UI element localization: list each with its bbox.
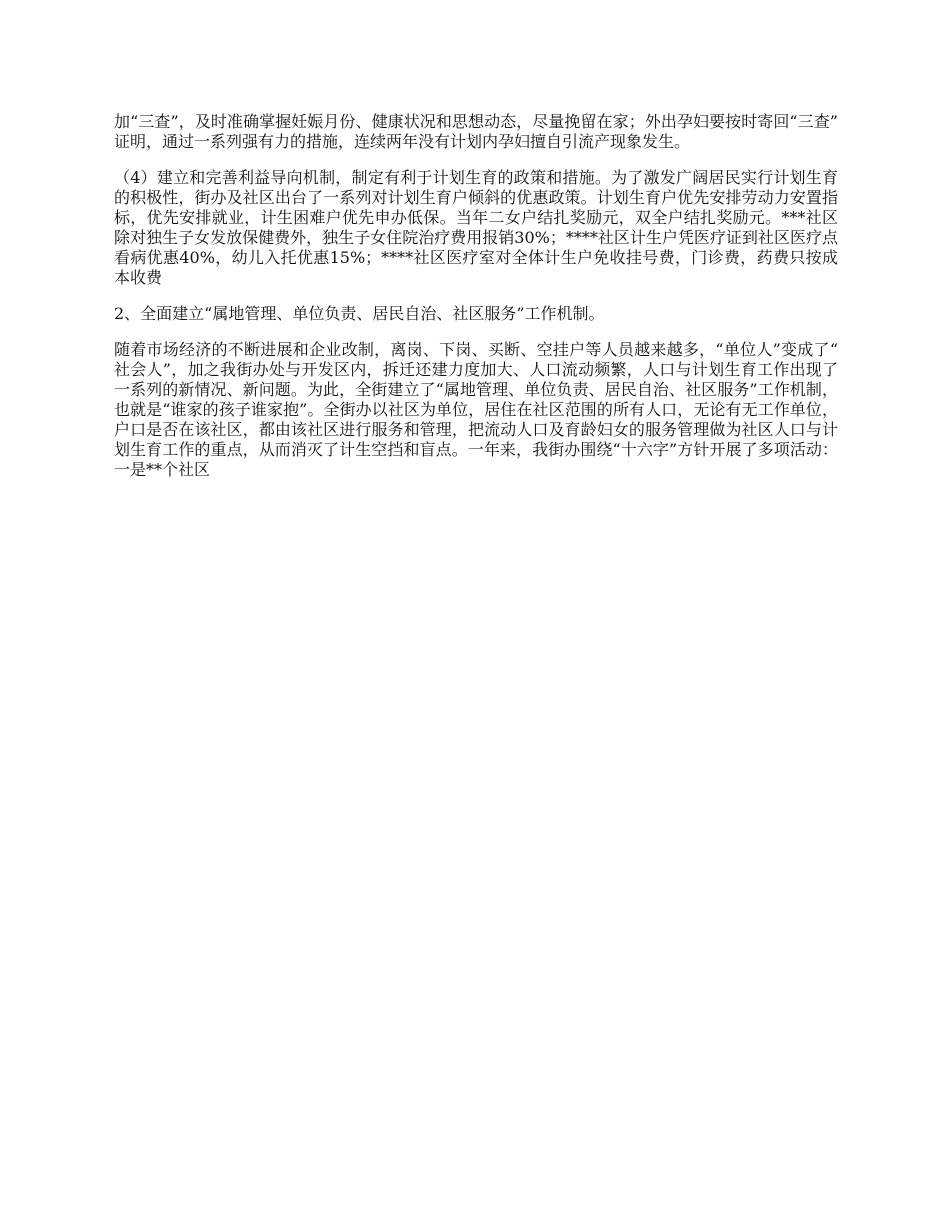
paragraph-pregnancy-checks: 加“三查”，及时准确掌握妊娠月份、健康状况和思想动态，尽量挽留在家；外出孕妇要按时寄回“三查”证明，通过一系列强有力的措施，连续两年没有计划内孕妇擅自引流产现象发生。 [114,112,838,151]
paragraph-community-management: 随着市场经济的不断进展和企业改制，离岗、下岗、买断、空挂户等人员越来越多，“单位人”变成了“社会人”，加之我街办处与开发区内，拆迁还建力度加大、人口流动频繁，人口与计划生育工作出现了一系列的新情况、新问题。为此，全街建立了“属地管理、单位负责、居民自治、社区服务”工作机制，也就是“谁家的孩子谁家抱”。全街办以社区为单位，居住在社区范围的所有人口，无论有无工作单位，户口是否在该社区，都由该社区进行服务和管理，把流动人口及育龄妇女的服务管理做为社区人口与计划生育工作的重点，从而消灭了计生空挡和盲点。一年来，我街办围绕“十六字”方针开展了多项活动：一是**个社区 [114,340,838,479]
document-body [114,112,838,496]
paragraph-incentive-mechanism: （4）建立和完善利益导向机制，制定有利于计划生育的政策和措施。为了激发广阔居民实行计划生育的积极性，街办及社区出台了一系列对计划生育户倾斜的优惠政策。计划生育户优先安排劳动力安置指标，优先安排就业，计生困难户优先申办低保。当年二女户结扎奖励元，双全户结扎奖励元。***社区除对独生子女发放保健费外，独生子女住院治疗费用报销30%；****社区计生户凭医疗证到社区医疗点看病优惠40%，幼儿入托优惠15%；****社区医疗室对全体计生户免收挂号费，门诊费，药费只按成本收费 [114,168,838,287]
paragraph-section-heading-2: 2、全面建立“属地管理、单位负责、居民自治、社区服务”工作机制。 [114,304,605,323]
